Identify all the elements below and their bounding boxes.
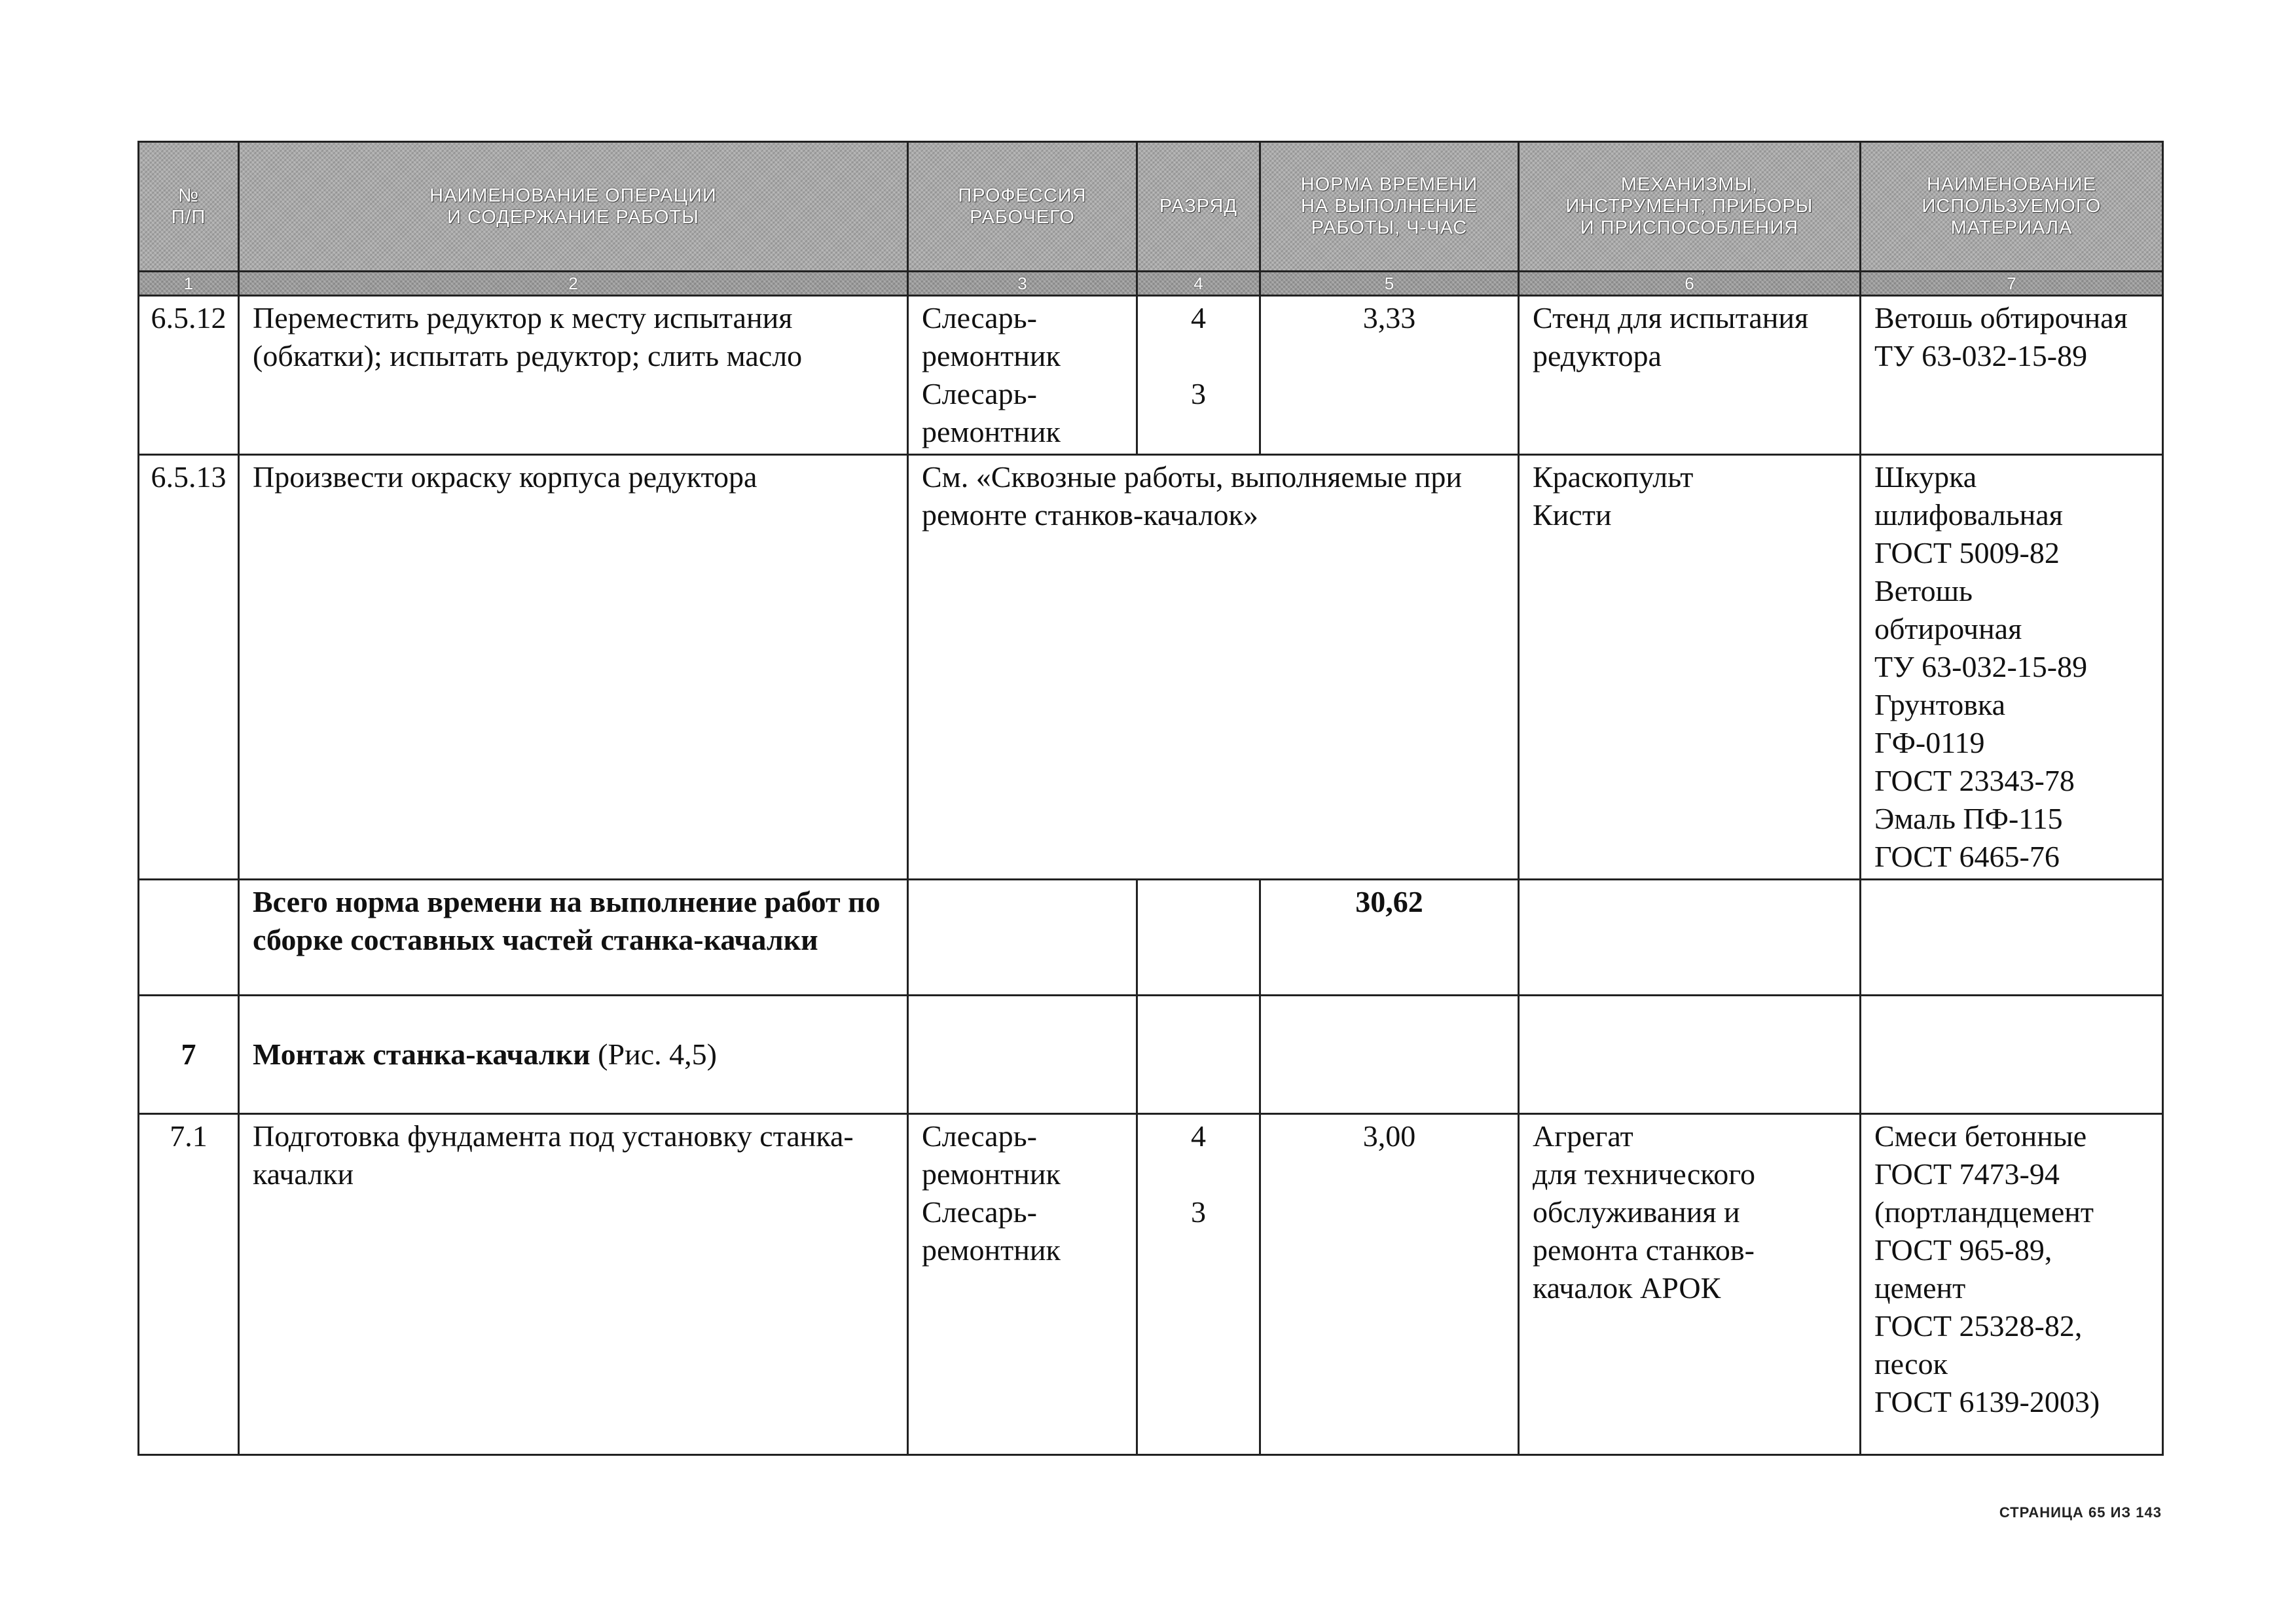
material-cell: Ветошь обтирочная ТУ 63-032-15-89 [1861,296,2163,455]
section-figure-ref: (Рис. 4,5) [590,1038,717,1071]
total-row [139,880,2163,996]
column-number: 6 [1519,272,1861,296]
column-number: 7 [1861,272,2163,296]
profession-cell [908,996,1137,1114]
tools-cell: Агрегат для технического обслуживания и ремонта станков-качалок АРОК [1519,1114,1861,1455]
total-time-norm: 30,62 [1260,880,1519,996]
material-cell: Шкурка шлифовальная ГОСТ 5009-82 Ветошь обтирочная ТУ 63-032-15-89 Грунтовка ГФ-0119 ГОСТ 23343-78 Эмаль ПФ-115 ГОСТ 6465-76 [1861,455,2163,880]
tools-cell: Краскопульт Кисти [1519,455,1861,880]
operation-cell: Переместить редуктор к месту испытания (обкатки); испытать редуктор; слить масло [239,296,908,455]
table-header-row [139,142,2163,272]
total-label: Всего норма времени на выполнение работ по сборке составных частей станка-качалки [239,880,908,996]
header-time-norm: НОРМА ВРЕМЕНИ НА ВЫПОЛНЕНИЕ РАБОТЫ, Ч-ЧАС [1260,142,1519,272]
grade-cell [1137,880,1260,996]
time-norm-cell [1260,996,1519,1114]
see-also-cell: См. «Сквозные работы, выполняемые при ремонте станков-качалок» [908,455,1519,880]
row-number: 6.5.12 [139,296,239,455]
header-number: № П/П [139,142,239,272]
column-number: 2 [239,272,908,296]
material-cell [1861,996,2163,1114]
column-number: 3 [908,272,1137,296]
page-counter: СТРАНИЦА 65 ИЗ 143 [1999,1504,2162,1521]
header-grade: РАЗРЯД [1137,142,1260,272]
column-number: 5 [1260,272,1519,296]
grade-cell [1137,996,1260,1114]
row-number [139,880,239,996]
section-title: Монтаж станка-качалки [253,1038,591,1071]
column-number: 1 [139,272,239,296]
table-row [139,1114,2163,1455]
time-norm-cell: 3,00 [1260,1114,1519,1455]
operation-cell: Подготовка фундамента под установку станка-качалки [239,1114,908,1455]
table-row [139,296,2163,455]
material-cell [1861,880,2163,996]
grade-cell: 4 3 [1137,296,1260,455]
tools-cell [1519,880,1861,996]
header-profession: ПРОФЕССИЯ РАБОЧЕГО [908,142,1137,272]
profession-cell: Слесарь- ремонтник Слесарь- ремонтник [908,296,1137,455]
column-number-row [139,272,2163,296]
tools-cell: Стенд для испытания редуктора [1519,296,1861,455]
operation-cell: Произвести окраску корпуса редуктора [239,455,908,880]
time-norm-cell: 3,33 [1260,296,1519,455]
table-row [139,455,2163,880]
section-title-cell [239,996,908,1114]
header-material: НАИМЕНОВАНИЕ ИСПОЛЬЗУЕМОГО МАТЕРИАЛА [1861,142,2163,272]
material-cell: Смеси бетонные ГОСТ 7473-94 (портландцемент ГОСТ 965-89, цемент ГОСТ 25328-82, песок ГОСТ 6139-2003) [1861,1114,2163,1455]
row-number: 6.5.13 [139,455,239,880]
row-number: 7.1 [139,1114,239,1455]
section-row [139,996,2163,1114]
column-number: 4 [1137,272,1260,296]
profession-cell [908,880,1137,996]
section-number: 7 [139,996,239,1114]
work-norms-table [137,141,2164,1456]
header-tools: МЕХАНИЗМЫ, ИНСТРУМЕНТ, ПРИБОРЫ И ПРИСПОСОБЛЕНИЯ [1519,142,1861,272]
profession-cell: Слесарь- ремонтник Слесарь- ремонтник [908,1114,1137,1455]
tools-cell [1519,996,1861,1114]
header-operation: НАИМЕНОВАНИЕ ОПЕРАЦИИ И СОДЕРЖАНИЕ РАБОТЫ [239,142,908,272]
grade-cell: 4 3 [1137,1114,1260,1455]
